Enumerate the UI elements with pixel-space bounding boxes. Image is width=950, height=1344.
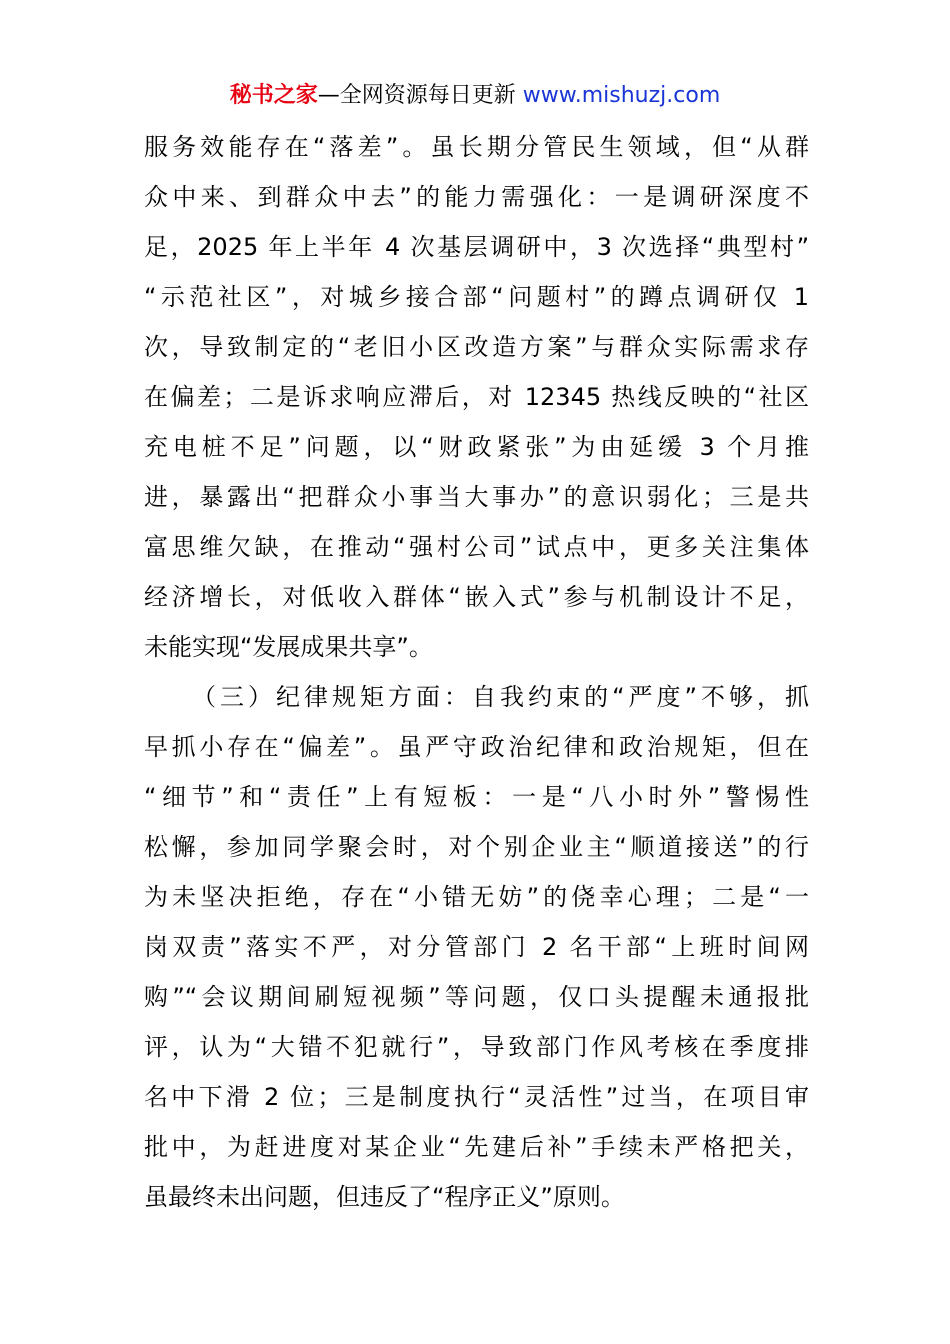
text-line: 充电桩不足”问题，以“财政紧张”为由延缓 3 个月推: [144, 433, 809, 461]
text-line: 早抓小存在“偏差”。虽严守政治纪律和政治规矩，但在: [144, 733, 809, 761]
text-line: 众中来、到群众中去”的能力需强化：一是调研深度不: [144, 183, 809, 211]
text-line: 进，暴露出“把群众小事当大事办”的意识弱化；三是共: [144, 483, 809, 511]
text-line: 批中，为赶进度对某企业“先建后补”手续未严格把关，: [144, 1133, 809, 1161]
text-line: 服务效能存在“落差”。虽长期分管民生领域，但“从群: [144, 133, 809, 161]
page-header: [0, 80, 950, 112]
text-line: 在偏差；二是诉求响应滞后，对 12345 热线反映的“社区: [144, 383, 809, 411]
text-line: 评，认为“大错不犯就行”，导致部门作风考核在季度排: [144, 1033, 809, 1061]
header-tagline: —全网资源每日更新: [317, 83, 523, 108]
document-body: [144, 122, 809, 1222]
text-line: 名中下滑 2 位；三是制度执行“灵活性”过当，在项目审: [144, 1083, 809, 1111]
text-line: 足，2025 年上半年 4 次基层调研中，3 次选择“典型村”: [144, 233, 809, 261]
text-line: 虽最终未出问题，但违反了“程序正义”原则。: [144, 1183, 625, 1211]
text-line: “细节”和“责任”上有短板：一是“八小时外”警惕性: [144, 783, 809, 811]
text-line: 次，导致制定的“老旧小区改造方案”与群众实际需求存: [144, 333, 809, 361]
header-brand: 秘书之家: [229, 83, 318, 108]
text-line: 岗双责”落实不严，对分管部门 2 名干部“上班时间网: [144, 933, 809, 961]
header-site-url[interactable]: www.mishuzj.com: [522, 83, 721, 108]
text-line: 为未坚决拒绝，存在“小错无妨”的侥幸心理；二是“一: [144, 883, 809, 911]
text-line: 购”“会议期间刷短视频”等问题，仅口头提醒未通报批: [144, 983, 809, 1011]
text-line: 松懈，参加同学聚会时，对个别企业主“顺道接送”的行: [144, 833, 809, 861]
text-line: 经济增长，对低收入群体“嵌入式”参与机制设计不足，: [144, 583, 809, 611]
text-line: 富思维欠缺，在推动“强村公司”试点中，更多关注集体: [144, 533, 809, 561]
text-line: 未能实现“发展成果共享”。: [144, 633, 433, 661]
section-heading-line: （三）纪律规矩方面：自我约束的“严度”不够，抓: [192, 683, 809, 711]
text-line: “示范社区”，对城乡接合部“问题村”的蹲点调研仅 1: [144, 283, 809, 311]
